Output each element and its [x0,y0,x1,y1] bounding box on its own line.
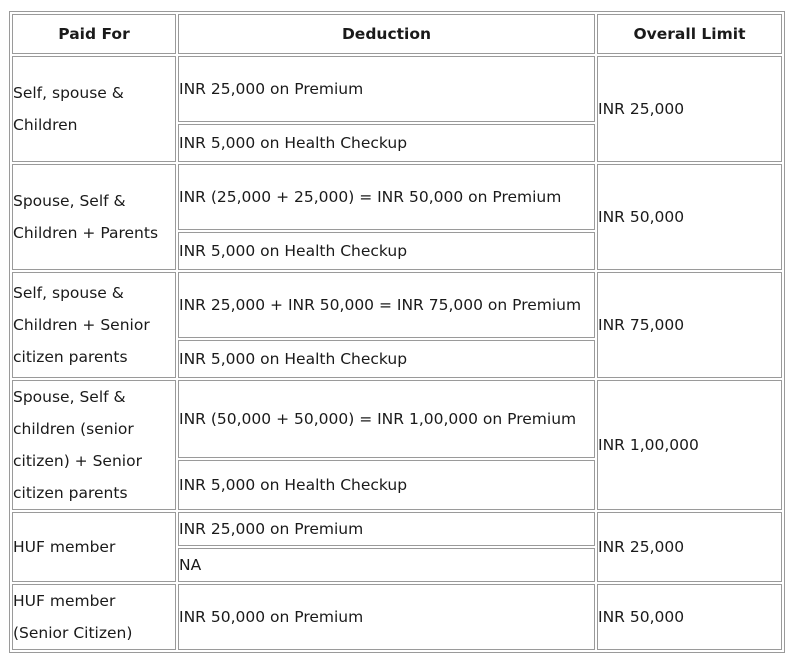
table-row [12,584,782,650]
paid-for-cell: Spouse, Self & children (senior citizen) + Senior citizen parents [12,380,176,510]
deduction-cell: INR 5,000 on Health Checkup [178,124,595,162]
deduction-cell: INR 25,000 on Premium [178,56,595,122]
deduction-cell: INR 5,000 on Health Checkup [178,460,595,510]
paid-for-cell: Spouse, Self & Children + Parents [12,164,176,270]
table-header-row [12,14,782,54]
deduction-cell: INR 50,000 on Premium [178,584,595,650]
paid-for-cell: Self, spouse & Children [12,56,176,162]
deduction-cell: INR 25,000 on Premium [178,512,595,546]
paid-for-cell: Self, spouse & Children + Senior citizen parents [12,272,176,378]
deduction-cell: INR 25,000 + INR 50,000 = INR 75,000 on Premium [178,272,595,338]
header-deduction: Deduction [178,14,595,54]
table-row [12,164,782,230]
deduction-cell: INR 5,000 on Health Checkup [178,232,595,270]
deduction-cell: NA [178,548,595,582]
table-row [12,380,782,458]
limit-cell: INR 50,000 [597,164,782,270]
paid-for-cell: HUF member (Senior Citizen) [12,584,176,650]
deduction-table [9,11,785,653]
header-paid-for: Paid For [12,14,176,54]
table-row [12,272,782,338]
deduction-cell: INR (50,000 + 50,000) = INR 1,00,000 on Premium [178,380,595,458]
table-row [12,56,782,122]
deduction-table-container [9,11,785,653]
table-row [12,512,782,546]
limit-cell: INR 75,000 [597,272,782,378]
deduction-cell: INR (25,000 + 25,000) = INR 50,000 on Premium [178,164,595,230]
limit-cell: INR 25,000 [597,512,782,582]
limit-cell: INR 25,000 [597,56,782,162]
limit-cell: INR 50,000 [597,584,782,650]
limit-cell: INR 1,00,000 [597,380,782,510]
deduction-cell: INR 5,000 on Health Checkup [178,340,595,378]
header-overall-limit: Overall Limit [597,14,782,54]
paid-for-cell: HUF member [12,512,176,582]
